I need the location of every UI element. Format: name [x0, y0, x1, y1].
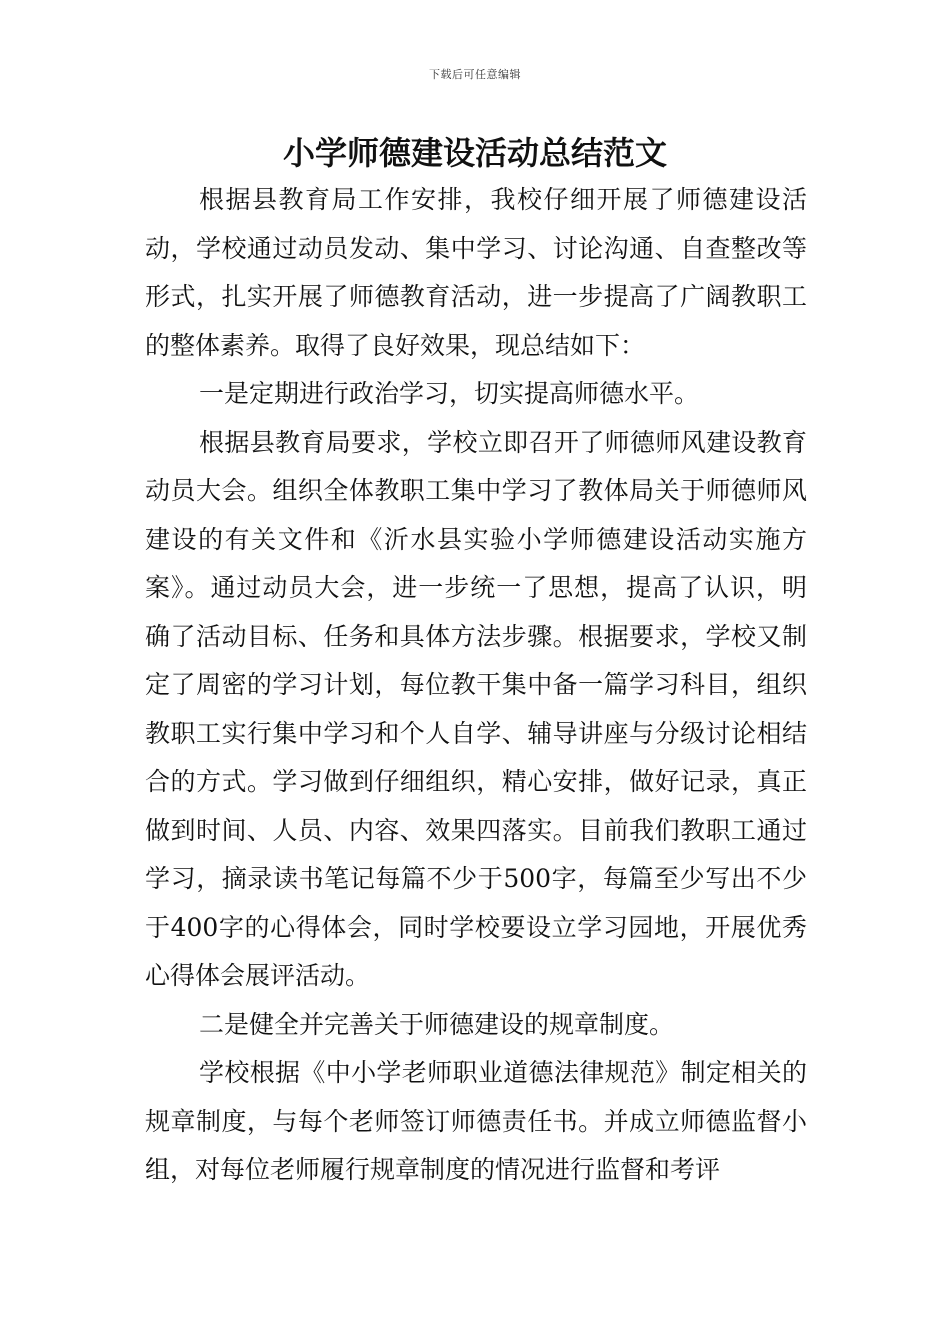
- paragraph-rules: 学校根据《中小学老师职业道德法律规范》制定相关的规章制度，与每个老师签订师德责任书。并成立师德监督小组，对每位老师履行规章制度的情况进行监督和考评: [145, 1058, 807, 1184]
- header-note: 下载后可任意编辑: [429, 68, 521, 81]
- document-body: [145, 176, 807, 1195]
- paragraph-study: 根据县教育局要求，学校立即召开了师德师风建设教育动员大会。组织全体教职工集中学习了教体局关于师德师风建设的有关文件和《沂水县实验小学师德建设活动实施方案》。通过动员大会，进一步统一了思想，提高了认识，明确了活动目标、任务和具体方法步骤。根据要求，学校又制定了周密的学习计划，每位教干集中备一篇学习科目，组织教职工实行集中学习和个人自学、辅导讲座与分级讨论相结合的方式。学习做到仔细组织，精心安排，做好记录，真正做到时间、人员、内容、效果四落实。目前我们教职工通过学习，摘录读书笔记每篇不少于500字，每篇至少写出不少于400字的心得体会，同时学校要设立学习园地，开展优秀心得体会展评活动。: [145, 427, 807, 990]
- document-title: 小学师德建设活动总结范文: [282, 134, 667, 172]
- paragraph-heading-2: 二是健全并完善关于师德建设的规章制度。: [199, 1009, 675, 1039]
- paragraph-heading-1: 一是定期进行政治学习，切实提高师德水平。: [199, 379, 700, 408]
- paragraph-intro: 根据县教育局工作安排，我校仔细开展了师德建设活动，学校通过动员发动、集中学习、讨论沟通、自查整改等形式，扎实开展了师德教育活动，进一步提高了广阔教职工的整体素养。取得了良好效果，现总结如下：: [145, 185, 807, 360]
